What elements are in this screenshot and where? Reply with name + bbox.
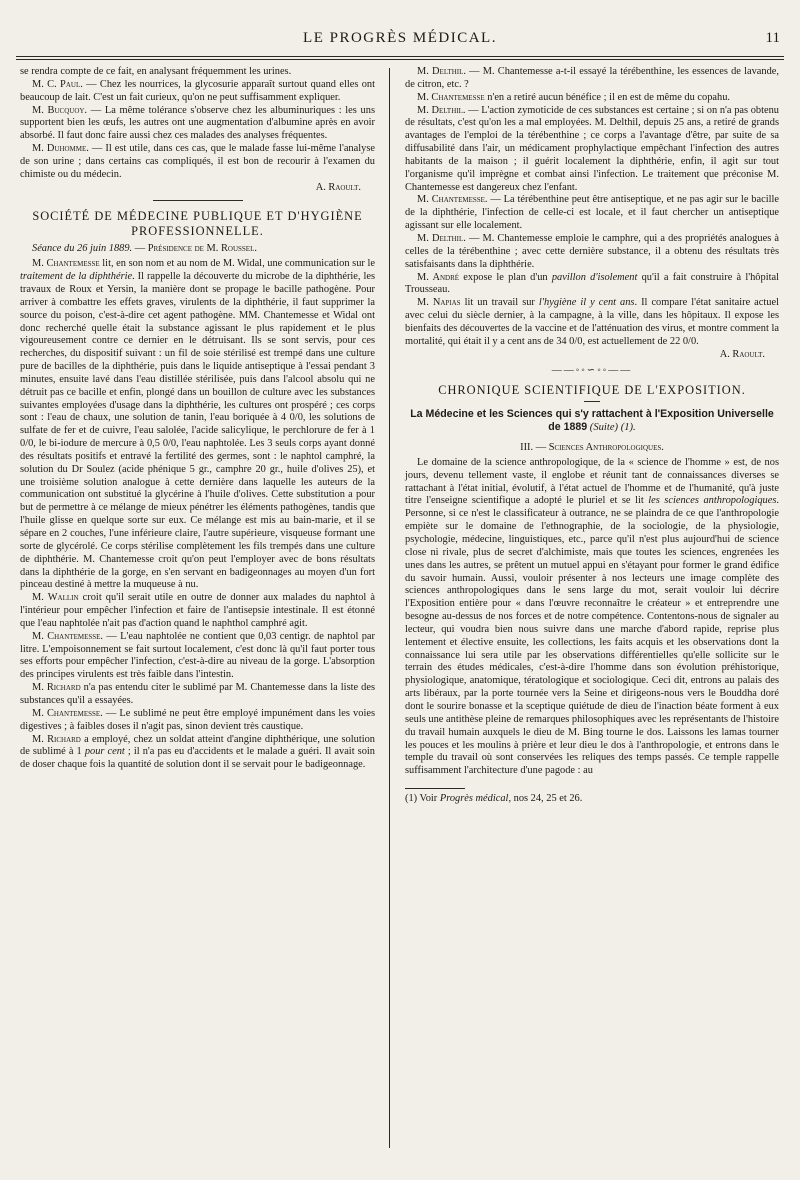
speaker-name: M. Napias	[417, 297, 461, 309]
paragraph: M. Napias lit un travail sur l'hygiène il y cent ans. Il compare l'état sanitaire actuel avec celui du siècle dernier, à la campagne, à la ville, dans les hôpitaux. Il expose les bienfaits des découvertes de la vaccine et de l'atténuation des virus, et montre comment la mortalité, qui était il y a cent ans de 34 0/0, est actuellement de 22 0/0.	[405, 297, 779, 347]
speaker-name: M. Chantemesse.	[32, 707, 103, 719]
paragraph: M. Delthil. — L'action zymoticide de ces substances est certaine ; si on n'a pas obtenu de résultats, c'est qu'on les a mal employées. M. Delthil, depuis 25 ans, a retiré de grands avantages de l'emploi de la térébenthine ; ce corps a l'avantage d'être, par suite de sa diffusabilité dans l'air, un médicament prophylactique empêchant l'infection des autres habitants de la maison ; il guérit localement la diphthérie, enfin, il agit sur tout l'organisme qu'il imprègne et combat ainsi l'infection. Le traitement que préconise M. Chantemesse est dangereux chez l'enfant.	[405, 104, 779, 193]
speaker-name: M. Chantemesse.	[32, 630, 104, 642]
speaker-name: M. Delthil.	[417, 66, 466, 77]
speaker-name: M. Chantemesse	[417, 91, 485, 103]
paragraph: M. Chantemesse. — L'eau naphtolée ne contient que 0,03 centigr. de naphtol par litre. L'empoisonnement se fait surtout localement, c'est donc là qu'il faut porter tous ses efforts pour empêcher l'infection, c'est-à-dire au niveau de la gorge. L'absorption des principes virulents est très faible dans l'intestin.	[20, 630, 375, 681]
signature: A. Raoult.	[719, 348, 765, 360]
footnote: (1) Voir Progrès médical, nos 24, 25 et 26.	[405, 793, 583, 805]
paragraph: M. Chantemesse lit, en son nom et au nom de M. Widal, une communication sur le traitement de la diphthérie. Il rappelle la découverte du microbe de la diphthérie, les travaux de Roux et Yersin, la manière dont se propage le bacille pathogène. Pour arriver à combattre les effets graves, virulents de la diphthérie, il faut supprimer la source du poison, c'est-à-dire cet agent pathogène. MM. Chantemesse et Widal ont donc recherché quelle était la substance agissant le plus rapidement et le plus vigoureusement contre ce dernier en le détruisant. Ils se sont servis, pour ces recherches, du dispositif suivant : un fil de soie stérilisé est trempé dans une culture pure de bacilles de la diphthérie, puis dans le liquide antiseptique à l'essai pendant 3 minutes, ensuite lavé dans l'eau distillée stérilisée, puis dans l'alcool absolu qui ne détruit pas ce bacille et enfin, plongé dans un bouillon de culture avec les substances suivantes employées d'usage dans la diphthérie, les cultures ont prospéré ; ces corps sont : l'eau de chaux, une solution de tanin, l'eau boriquée à 4 0/0, les solutions de sulfate de fer et de cuivre, l'eau salolée, l'acide salicylique, le perchlorure de fer à 1 0/0, le bi-iodure de mercure à 0,5 0/0, l'eau naphtolée. Les 3 seuls corps ayant donné des résultats positifs et entravé la fertilité des germes, sont : le naphtol camphré, la solution du Dr Soulez (acide phénique 5 gr., camphre 20 gr., huile d'olives 25), et une troisième solution analogue à cette dernière dans laquelle les auteurs de la communication ont substitué la glycérine à l'huile d'olives. Cette substitution a pour but de permettre à ce mélange de mieux pénétrer les éléments pathogènes, tandis que l'huile glisse en quelque sorte sur eux. Ce mélange est mis au bain-marie, et il se sépare en 2 couches, l'une inférieure claire, l'autre supérieure, visqueuse formant une sorte de glycérolé. Ce corps stérilise complètement les fils trempés dans une culture de diphthérie. M. Chantemesse croit qu'on peut l'employer avec de bons résultats dans la diphthérie de la gorge, en s'en servant en badigeonnages au moyen d'un fort pinceau destiné à mettre la muqueuse à nu.	[20, 258, 375, 591]
paragraph: M. Wallin croit qu'il serait utile en outre de donner aux malades du naphtol à l'intérieur pour empêcher l'infection et faire de l'antisepsie intestinale. Il est étonné que l'eau naphtolée n'ait pas d'action quand le naphthol camphré agit.	[20, 592, 375, 629]
column-divider	[389, 68, 390, 1148]
speaker-name: M. Richard	[32, 682, 81, 694]
speaker-name: M. Delthil.	[417, 232, 466, 244]
paragraph: M. Richard a employé, chez un soldat atteint d'angine diphthérique, une solution de sublimé à 1 pour cent ; il n'a pas eu d'accidents et le malade a guéri. Il avait soin de doser chaque fois la quantité de solution dont il se servait pour le badigeonnage.	[20, 733, 375, 771]
footnote-rule	[405, 788, 465, 789]
signature: A. Raoult.	[315, 181, 361, 193]
page-number: 11	[765, 30, 780, 46]
speaker-name: M. Wallin	[32, 592, 79, 604]
speaker-name: M. Delthil.	[417, 104, 466, 116]
paragraph: M. Chantemesse. — Le sublimé ne peut être employé impunément dans les voies digestives ; à faibles doses il n'agit pas, sinon devient très caustique.	[20, 707, 375, 732]
speaker-name: M. André	[417, 271, 460, 283]
ornament-divider: ——◦◦∽◦◦——	[551, 365, 633, 377]
society-title: SOCIÉTÉ DE MÉDECINE PUBLIQUE ET D'HYGIÈNE PROFESSIONNELLE.	[32, 209, 363, 239]
speaker-name: M. Bucquoy.	[32, 104, 88, 116]
left-column	[20, 66, 375, 772]
speaker-name: M. Duhomme.	[32, 143, 89, 155]
paragraph: se rendra compte de ce fait, en analysant fréquemment les urines.	[20, 66, 292, 77]
paragraph: M. Duhomme. — Il est utile, dans ces cas, que le malade fasse lui-même l'analyse de son urine ; dans certains cas compliqués, il est bon de recourir à l'examen du chimiste ou du médecin.	[20, 143, 375, 180]
running-title: LE PROGRÈS MÉDICAL.	[303, 30, 497, 46]
session-line: Séance du 26 juin 1889. — Présidence de M. Roussel.	[32, 243, 257, 255]
paragraph: M. Chantemesse. — La térébenthine peut être antiseptique, et ne pas agir sur le bacille de la diphthérie, l'infection de celle-ci est locale, et il faut chercher un antiseptique agissant sur elle localement.	[405, 194, 779, 232]
paragraph: Le domaine de la science anthropologique, de la « science de l'homme » est, de nos jours, devenu tellement vaste, il englobe et réunit tant de connaissances diverses se rattachant à l'état initial, évolutif, à l'état actuel de l'homme et de l'humanité, qu'à juste titre l'enseigne scientifique a adopté le pluriel et se lit les sciences anthropologiques. Personne, si ce n'est le classificateur à outrance, ne se plaindra de ce que l'anthropologie empiète sur le domaine de l'ethnographie, de la sociologie, de la physiologie, psychologie, médecine, linguistiques, etc., parce qu'il n'est plus aujourd'hui de science close ni rivale, plus de secret d'alchimiste, mais que toutes les sciences, engrenées les unes dans les autres, se prêtent un mutuel appui en s'étayant pour former le grand édifice du savoir humain. Aussi, vouloir présenter à nos lecteurs une image complète des sciences anthropologiques dans le sens large du mot, serait vouloir lui décrire l'Exposition entière pour « dans l'œuvre reconnaître le créateur » et entreprendre une besogne au-dessus de nos forces et de notre compétence. Contentons-nous de signaler au lecteur, qui voudra bien nous suivre dans une marche d'abord rapide, reprise plus lentement et élective ensuite, les collections, les faits acquis et les observations dont la connaissance lui sera utile par les observations différentielles qu'elle sollicite sur le terrain des études médicales, c'est-à-dire l'homme dans son évolution préhistorique, physiologique, anatomique, tératologique et sociologique. Ceci dit, entrons au palais des arts libéraux, par la porte tournée vers la Seine et dirigeons-nous vers le Bouddha doré dont le sourire bonasse et la sceptique quiétude de dieu de l'inaction béate forment à eux seuls une antithèse pleine de remarques philosophiques avec les représentants de l'histoire du travail humain auxquels le dieu de M. Bing tourne le dos. Laissons les lamas tourner les pouces et les moulins à prière et leur dieu le dos à l'anthropologie, et entrons dans le temple du travail où sont conservées les reliques des temps passés. Ce temple rappelle suffisamment l'architecture d'une pagode : au	[405, 456, 779, 777]
page-header	[16, 30, 784, 52]
speaker-name: M. Chantemesse.	[417, 194, 488, 206]
subsection-heading: III. — Sciences Anthropologiques.	[520, 442, 664, 454]
header-rule	[16, 56, 784, 60]
paragraph: M. Richard n'a pas entendu citer le sublimé par M. Chantemesse dans la liste des substances qu'il a essayées.	[20, 682, 375, 706]
paragraph: M. Chantemesse n'en a retiré aucun bénéfice ; il en est de même du copahu.	[417, 91, 731, 103]
speaker-name: M. Chantemesse	[32, 258, 100, 270]
title-underline	[584, 401, 600, 402]
paragraph: M. André expose le plan d'un pavillon d'isolement qu'il a fait construire à l'hôpital Trousseau.	[405, 271, 779, 296]
paragraph: M. Bucquoy. — La même tolérance s'observe chez les albuminuriques : les uns supportent bien les œufs, les autres ont une augmentation d'albumine après en avoir absorbé. Il faut donc faire aussi chez ces malades des analyses fréquentes.	[20, 104, 375, 142]
paragraph: M. Delthil. — M. Chantemesse emploie le camphre, qui a des propriétés analogues à celles de la térébenthine ; avec cette dernière substance, il a obtenu des résultats très satisfaisants dans la diphthérie.	[405, 232, 779, 270]
speaker-name: M. Richard	[32, 733, 81, 745]
paragraph: M. C. Paul. — Chez les nourrices, la glycosurie apparaît surtout quand elles ont beaucoup de lait. C'est un fait curieux, qu'on ne peut suffisamment expliquer.	[20, 78, 375, 103]
article-subhead: La Médecine et les Sciences qui s'y rattachent à l'Exposition Universelle de 1889 (Suite) (1).	[410, 408, 774, 434]
chronicle-title: CHRONIQUE SCIENTIFIQUE DE L'EXPOSITION.	[438, 383, 746, 398]
section-divider	[153, 200, 243, 201]
paragraph: M. Delthil. — M. Chantemesse a-t-il essayé la térébenthine, les essences de lavande, de citron, etc. ?	[405, 66, 779, 90]
speaker-name: M. C. Paul.	[32, 78, 83, 90]
right-column	[405, 66, 779, 806]
